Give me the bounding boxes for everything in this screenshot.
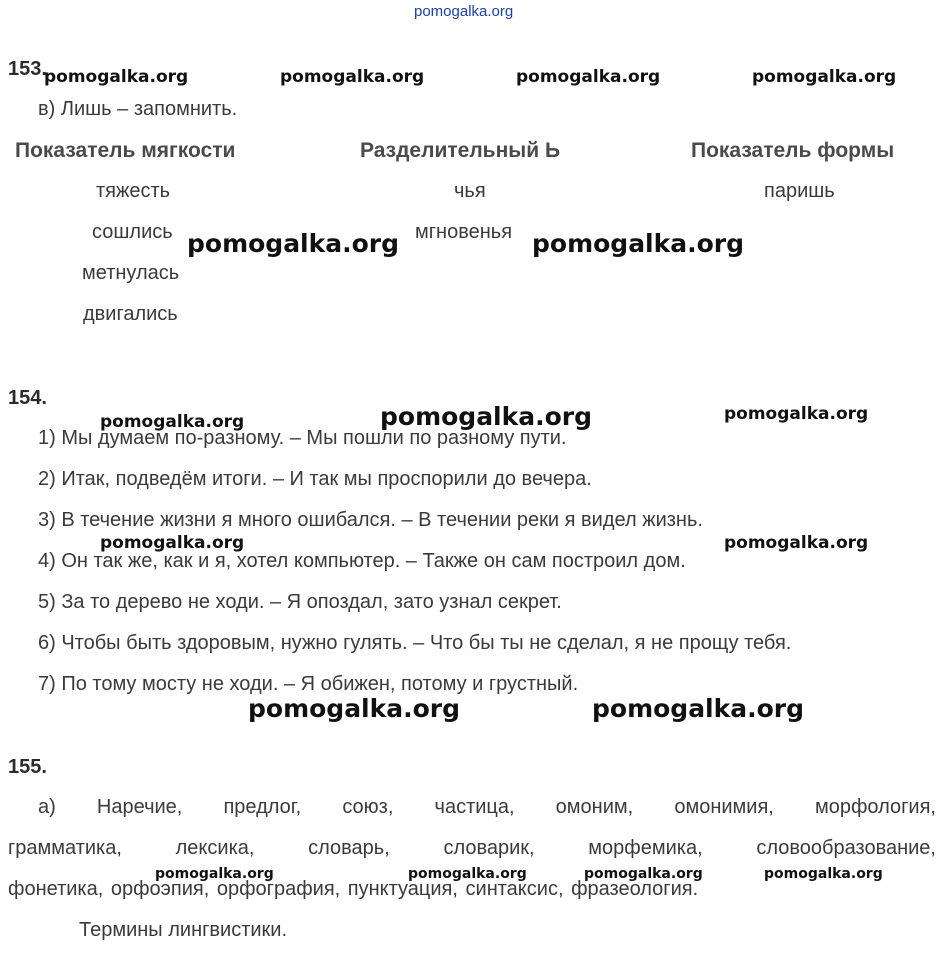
ex155-word: пунктуация, [347, 878, 458, 900]
ex155-word: фразеология. [571, 878, 699, 900]
ex155-line-1 [8, 796, 936, 819]
ex155-word: синтаксис, [465, 878, 564, 900]
exercise-153-subtitle: в) Лишь – запомнить. [38, 98, 238, 120]
ex155-word: частица, [434, 796, 515, 818]
watermark: pomogalka.org [724, 404, 869, 424]
watermark: pomogalka.org [752, 67, 897, 87]
column-header-separating: Разделительный Ь [360, 139, 561, 162]
ex154-line-2: 2) Итак, подведём итоги. – И так мы проспорили до вечера. [38, 468, 592, 490]
ex155-word: словарик, [443, 837, 535, 859]
watermark: pomogalka.org [100, 533, 245, 553]
ex154-line-3: 3) В течение жизни я много ошибался. – В течении реки я видел жизнь. [38, 509, 703, 531]
watermark: pomogalka.org [44, 67, 189, 87]
word-softness-1: тяжесть [96, 180, 171, 202]
watermark: pomogalka.org [764, 866, 883, 882]
watermark: pomogalka.org [532, 229, 745, 258]
ex154-line-4: 4) Он так же, как и я, хотел компьютер. – Также он сам построил дом. [38, 550, 686, 572]
column-header-form: Показатель формы [691, 139, 895, 162]
ex155-word: орфография, [216, 878, 341, 900]
ex155-word: омонимия, [674, 796, 774, 818]
watermark: pomogalka.org [280, 67, 425, 87]
word-softness-3: метнулась [82, 262, 180, 284]
watermark: pomogalka.org [584, 866, 703, 882]
ex155-word: орфоэпия, [110, 878, 210, 900]
watermark: pomogalka.org [592, 694, 805, 723]
ex155-word: союз, [342, 796, 394, 818]
watermark: pomogalka.org [408, 866, 527, 882]
word-separating-2: мгновенья [415, 221, 513, 243]
exercise-153-number: 153. [8, 58, 47, 80]
word-softness-2: сошлись [92, 221, 173, 243]
word-form-1: паришь [764, 180, 835, 202]
ex155-word: лексика, [175, 837, 255, 859]
watermark: pomogalka.org [248, 694, 461, 723]
ex155-word: словарь, [308, 837, 390, 859]
watermark: pomogalka.org [100, 412, 245, 432]
column-header-softness: Показатель мягкости [15, 139, 236, 162]
ex155-word: морфемика, [588, 837, 703, 859]
watermark: pomogalka.org [724, 533, 869, 553]
ex155-word: фонетика, [8, 878, 104, 900]
watermark: pomogalka.org [516, 67, 661, 87]
ex155-word: словообразование, [756, 837, 936, 859]
ex155-word: грамматика, [8, 837, 122, 859]
ex155-line-2 [8, 837, 936, 860]
exercise-154-number: 154. [8, 387, 47, 409]
ex155-word: омоним, [555, 796, 634, 818]
ex155-word: предлог, [223, 796, 302, 818]
ex155-word: а) [38, 796, 56, 818]
word-separating-1: чья [454, 180, 486, 202]
ex155-conclusion: Термины лингвистики. [79, 919, 288, 941]
ex154-line-1: 1) Мы думаем по-разному. – Мы пошли по разному пути. [38, 427, 567, 449]
ex155-word: морфология, [814, 796, 936, 818]
exercise-155-number: 155. [8, 756, 47, 778]
ex154-line-5: 5) За то дерево не ходи. – Я опоздал, зато узнал секрет. [38, 591, 562, 613]
ex154-line-7: 7) По тому мосту не ходи. – Я обижен, потому и грустный. [38, 673, 579, 695]
watermark: pomogalka.org [155, 866, 274, 882]
watermark: pomogalka.org [380, 402, 593, 431]
watermark: pomogalka.org [187, 229, 400, 258]
ex155-word: Наречие, [96, 796, 183, 818]
word-softness-4: двигались [83, 303, 178, 325]
ex154-line-6: 6) Чтобы быть здоровым, нужно гулять. – Что бы ты не сделал, я не прощу тебя. [38, 632, 792, 654]
watermark-top: pomogalka.org [414, 3, 514, 20]
